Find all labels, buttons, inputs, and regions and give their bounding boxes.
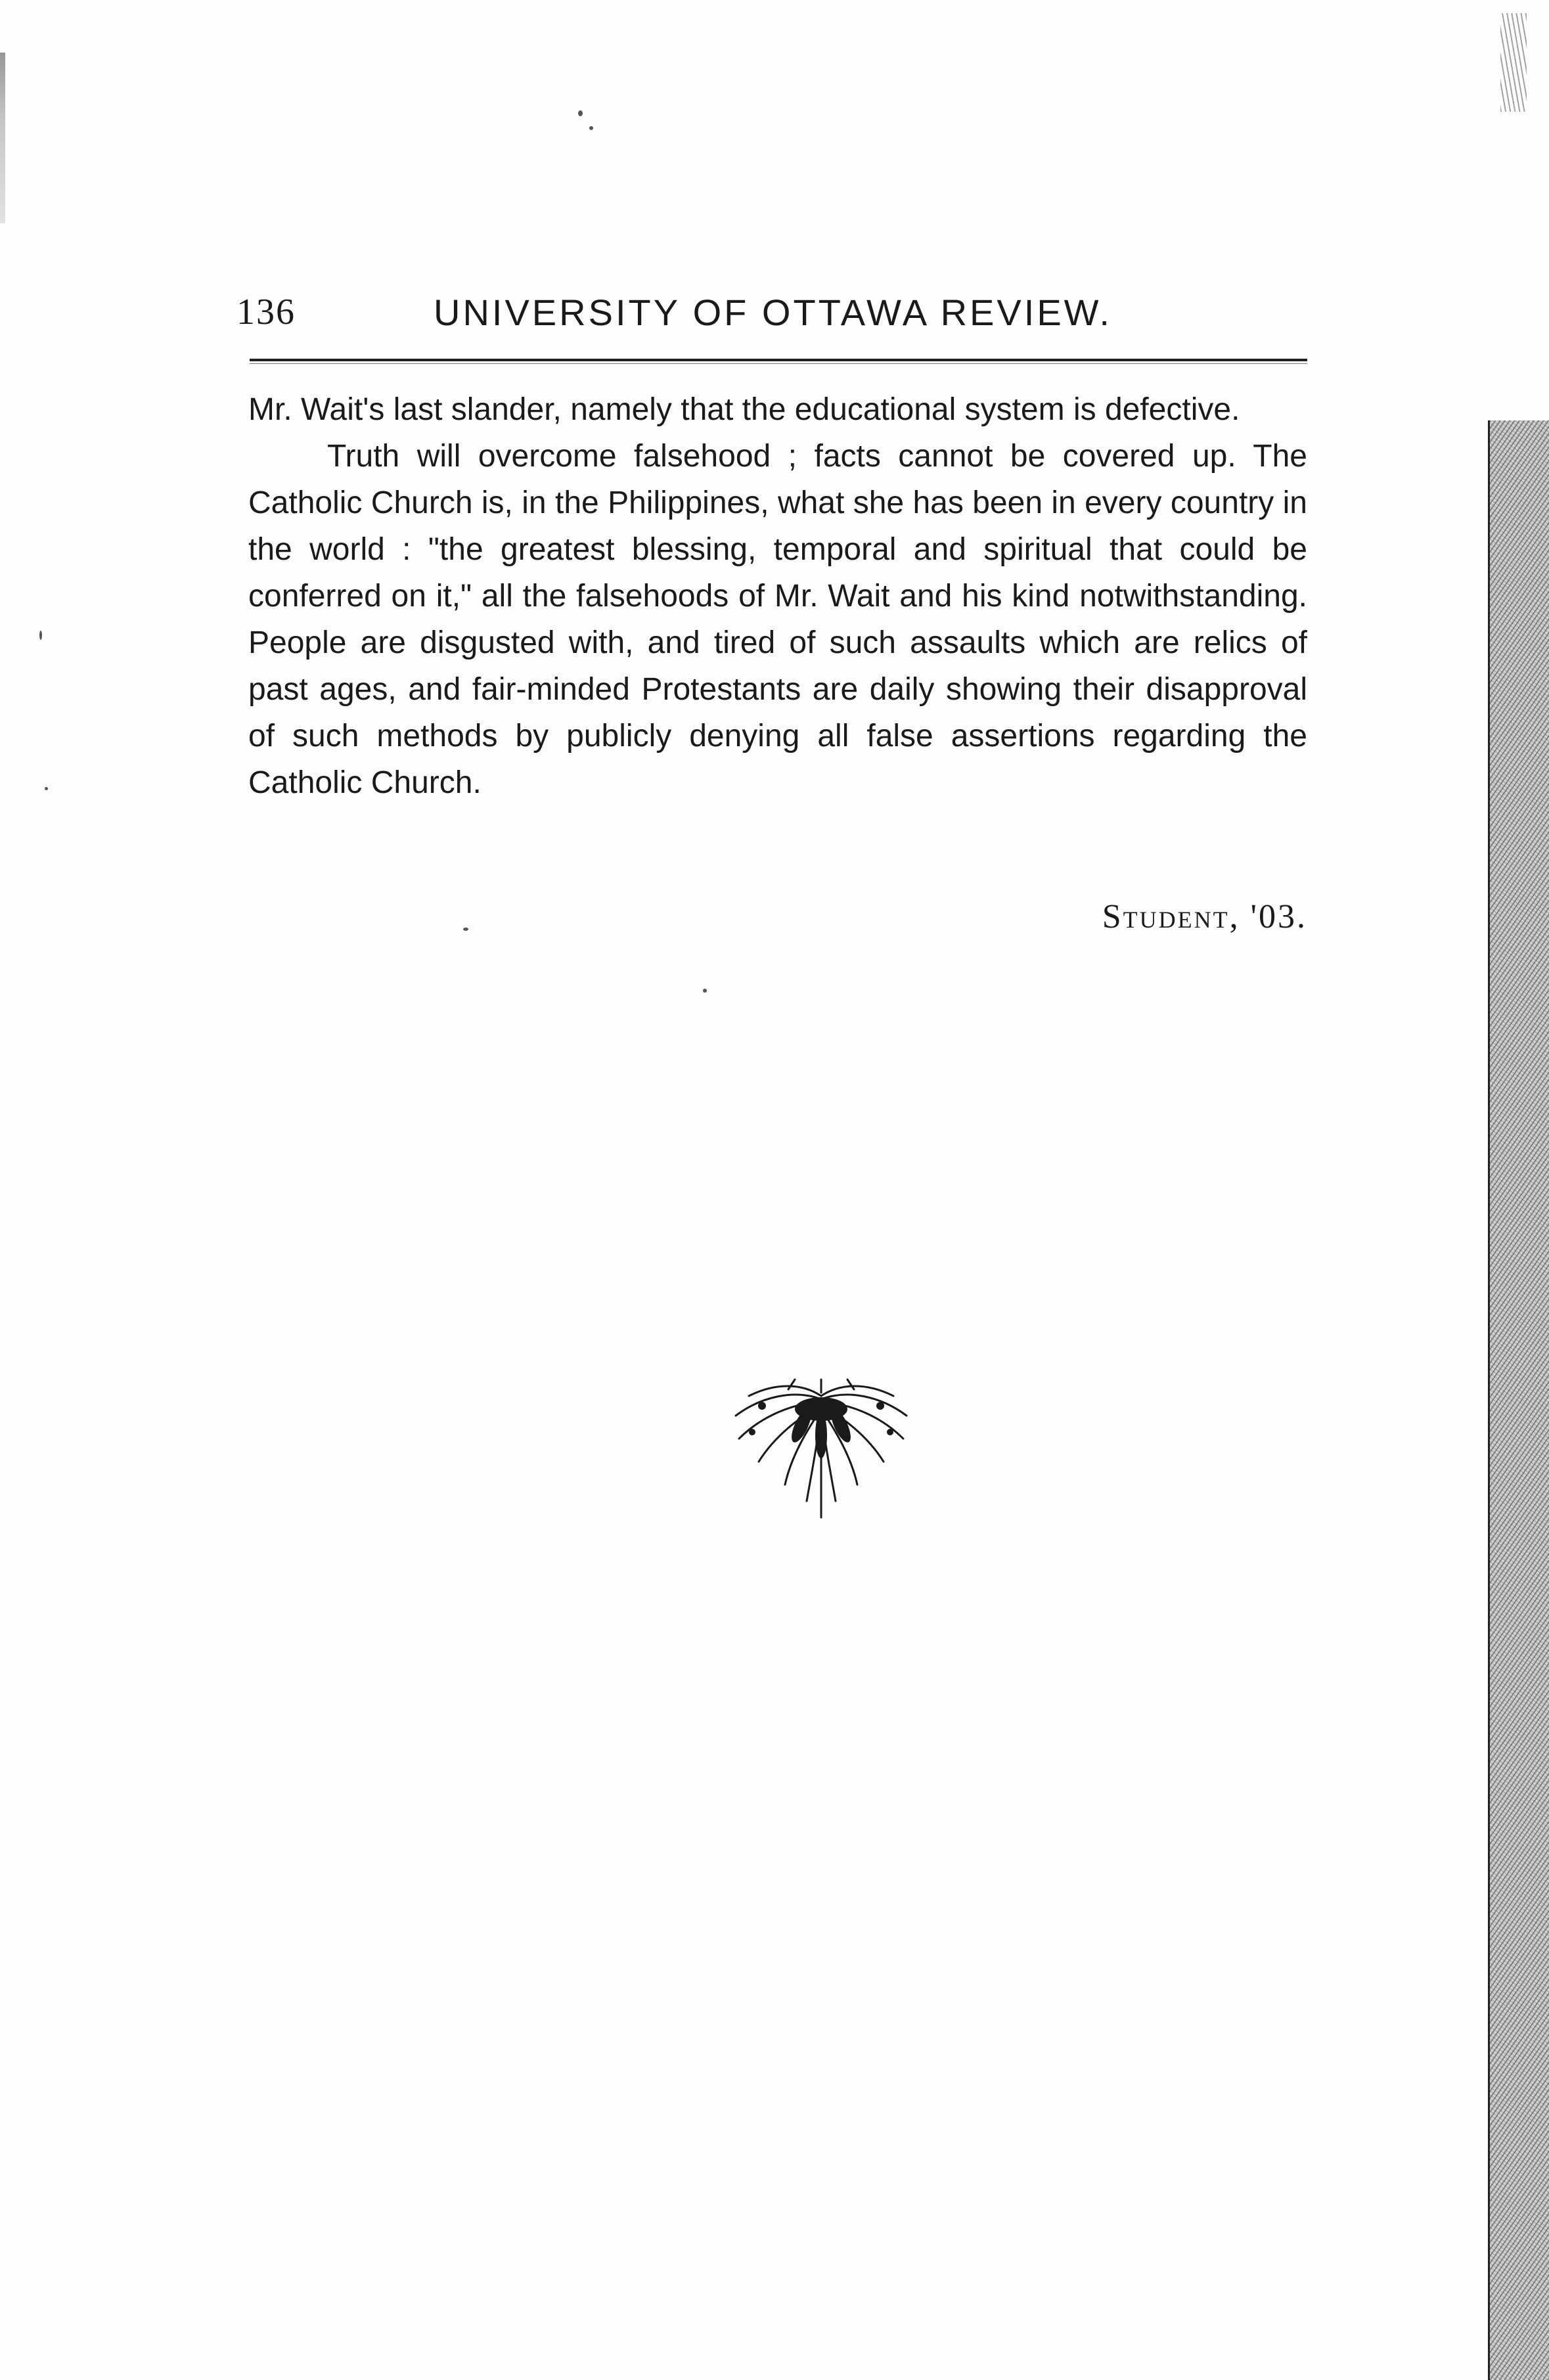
header-rule-thin <box>250 363 1307 364</box>
paragraph: Mr. Wait's last slander, namely that the educational system is defective. <box>248 392 1240 427</box>
paragraph: Truth will overcome falsehood ; facts cannot be covered up. The Catholic Church is, in the Philippines, what she has been in every country in the world : "the greatest blessing, temporal and spiritual that could be conferred on it," all the falsehoods of Mr. Wait and his kind notwithstanding. People are disgusted with, and tired of such assaults which are relics of past ages, and fair-minded Protestants are daily showing their disapproval of such methods by publicly denying all false assertions regarding the Catholic Church. <box>248 439 1307 800</box>
scan-speck <box>578 110 583 116</box>
scan-speck <box>463 928 468 931</box>
page-number: 136 <box>236 292 296 332</box>
scan-left-edge <box>0 53 5 223</box>
scan-right-edge <box>1490 420 1549 2380</box>
scan-speck <box>39 631 42 640</box>
scan-speck <box>703 989 707 993</box>
signature: Student, '03. <box>1102 898 1307 935</box>
scan-speck <box>589 126 593 130</box>
scan-speck <box>45 787 48 790</box>
floral-ornament-icon <box>723 1370 920 1521</box>
article-body <box>248 386 1307 806</box>
scan-right-top-specks <box>1500 13 1527 112</box>
header-rule <box>250 359 1307 361</box>
running-title: UNIVERSITY OF OTTAWA REVIEW. <box>434 292 1112 333</box>
page-header <box>236 286 1307 345</box>
